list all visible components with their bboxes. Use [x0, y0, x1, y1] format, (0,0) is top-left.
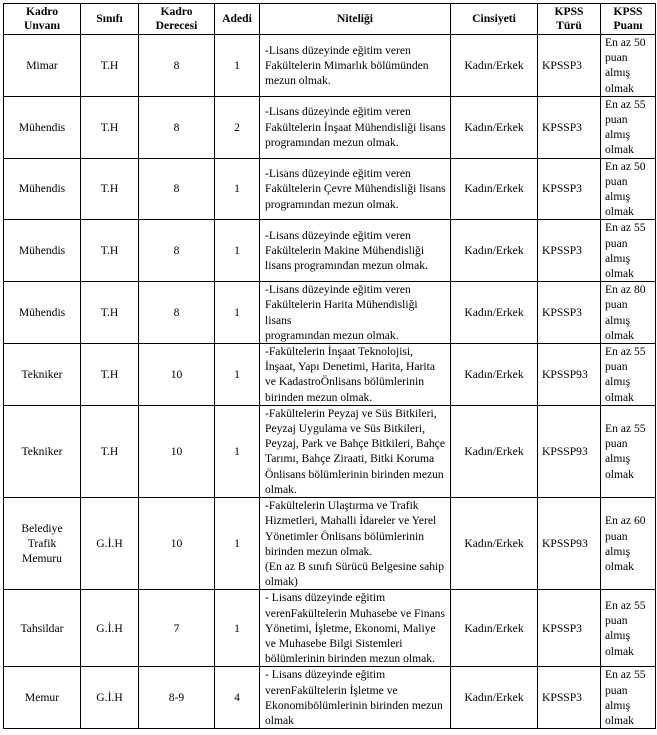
- cell-title: Mühendis: [4, 96, 81, 158]
- cell-grade: 10: [139, 405, 215, 497]
- cell-count: 1: [215, 220, 260, 282]
- cell-title: Mühendis: [4, 158, 81, 220]
- cell-kpss-score: En az 50 puan almış olmak: [601, 158, 656, 220]
- header-class: Sınıfı: [81, 4, 139, 35]
- header-qualification: Niteliği: [260, 4, 451, 35]
- cell-grade: 8: [139, 220, 215, 282]
- table-row: [4, 590, 656, 667]
- table-row: [4, 667, 656, 729]
- cell-kpss-type: KPSSP93: [538, 344, 601, 406]
- cell-title: Tahsildar: [4, 590, 81, 667]
- cell-class: G.İ.H: [81, 590, 139, 667]
- cell-grade: 7: [139, 590, 215, 667]
- cell-title: Mimar: [4, 35, 81, 97]
- cell-title: Mühendis: [4, 282, 81, 344]
- cell-kpss-type: KPSSP93: [538, 405, 601, 497]
- cell-grade: 8: [139, 96, 215, 158]
- cell-gender: Kadın/Erkek: [451, 220, 538, 282]
- table-row: [4, 405, 656, 497]
- cell-kpss-score: En az 55 puan almış olmak: [601, 220, 656, 282]
- cell-count: 1: [215, 344, 260, 406]
- cell-gender: Kadın/Erkek: [451, 344, 538, 406]
- cell-kpss-type: KPSSP3: [538, 96, 601, 158]
- cell-gender: Kadın/Erkek: [451, 405, 538, 497]
- cell-kpss-type: KPSSP3: [538, 220, 601, 282]
- cell-grade: 8: [139, 282, 215, 344]
- cell-qualification: -Lisans düzeyinde eğitim veren Fakültelerin Harita Mühendisliği lisans programından mezun olmak.: [260, 282, 451, 344]
- cell-kpss-type: KPSSP3: [538, 282, 601, 344]
- cell-grade: 8: [139, 158, 215, 220]
- cell-kpss-score: En az 55 puan almış olmak: [601, 96, 656, 158]
- cell-grade: 10: [139, 344, 215, 406]
- cell-kpss-type: KPSSP3: [538, 158, 601, 220]
- cell-gender: Kadın/Erkek: [451, 158, 538, 220]
- cell-count: 2: [215, 96, 260, 158]
- cell-class: T.H: [81, 158, 139, 220]
- cell-class: T.H: [81, 282, 139, 344]
- cell-gender: Kadın/Erkek: [451, 498, 538, 590]
- cell-kpss-score: En az 80 puan almış olmak: [601, 282, 656, 344]
- cell-kpss-type: KPSSP3: [538, 35, 601, 97]
- cell-qualification: -Fakültelerin İnşaat Teknolojisi, İnşaat, Yapı Denetimi, Harita, Harita ve KadastroÖnlisans bölümlerinin birinden mezun olmak.: [260, 344, 451, 406]
- table-body: [4, 35, 656, 729]
- cell-qualification: -Lisans düzeyinde eğitim veren Fakültelerin Çevre Mühendisliği lisans programından mezun olmak.: [260, 158, 451, 220]
- table-row: [4, 344, 656, 406]
- header-row: [4, 4, 656, 35]
- cell-count: 1: [215, 35, 260, 97]
- staff-positions-table: [3, 3, 656, 729]
- header-kpss-type: KPSS Türü: [538, 4, 601, 35]
- cell-qualification: -Fakültelerin Peyzaj ve Süs Bitkileri, Peyzaj Uygulama ve Süs Bitkileri, Peyzaj, Park ve Bahçe Bitkileri, Bahçe Tarımı, Bahçe Ziraati, Bitki Koruma Önlisans bölümlerinin birinden mezun olmak.: [260, 405, 451, 497]
- cell-title: Belediye Trafik Memuru: [4, 498, 81, 590]
- cell-count: 1: [215, 498, 260, 590]
- cell-gender: Kadın/Erkek: [451, 282, 538, 344]
- cell-title: Mühendis: [4, 220, 81, 282]
- cell-class: T.H: [81, 96, 139, 158]
- cell-count: 1: [215, 590, 260, 667]
- cell-title: Memur: [4, 667, 81, 729]
- cell-class: T.H: [81, 220, 139, 282]
- cell-qualification: - Lisans düzeyinde eğitim verenFakültelerin Muhasebe ve Finans Yönetimi, İşletme, Ekonomi, Maliye ve Muhasebe Bilgi Sistemleri bölümlerinin birinden mezun olmak.: [260, 590, 451, 667]
- cell-kpss-score: En az 55 puan almış olmak: [601, 405, 656, 497]
- cell-kpss-type: KPSSP3: [538, 590, 601, 667]
- table-row: [4, 96, 656, 158]
- cell-qualification: -Lisans düzeyinde eğitim veren Fakültelerin İnşaat Mühendisliği lisans programından mezun olmak.: [260, 96, 451, 158]
- table-row: [4, 220, 656, 282]
- cell-kpss-score: En az 55 puan almış olmak: [601, 590, 656, 667]
- header-grade: Kadro Derecesi: [139, 4, 215, 35]
- cell-class: T.H: [81, 35, 139, 97]
- cell-grade: 10: [139, 498, 215, 590]
- table-row: [4, 498, 656, 590]
- cell-qualification: -Lisans düzeyinde eğitim veren Fakültelerin Mimarlık bölümünden mezun olmak.: [260, 35, 451, 97]
- cell-qualification: -Fakültelerin Ulaştırma ve Trafik Hizmetleri, Mahalli İdareler ve Yerel Yönetimler Önlisans bölümlerinin birinden mezun olmak. (En az B sınıfı Sürücü Belgesine sahip olmak): [260, 498, 451, 590]
- cell-gender: Kadın/Erkek: [451, 667, 538, 729]
- cell-count: 1: [215, 158, 260, 220]
- cell-kpss-score: En az 50 puan almış olmak: [601, 35, 656, 97]
- cell-kpss-score: En az 55 puan almış olmak: [601, 667, 656, 729]
- table-row: [4, 35, 656, 97]
- cell-gender: Kadın/Erkek: [451, 96, 538, 158]
- header-count: Adedi: [215, 4, 260, 35]
- header-kpss-score: KPSS Puanı: [601, 4, 656, 35]
- cell-gender: Kadın/Erkek: [451, 35, 538, 97]
- cell-kpss-type: KPSSP93: [538, 498, 601, 590]
- cell-class: G.İ.H: [81, 498, 139, 590]
- header-title: Kadro Unvanı: [4, 4, 81, 35]
- cell-title: Tekniker: [4, 405, 81, 497]
- cell-class: G.İ.H: [81, 667, 139, 729]
- cell-qualification: -Lisans düzeyinde eğitim veren Fakültelerin Makine Mühendisliği lisans programından mezun olmak.: [260, 220, 451, 282]
- table-row: [4, 282, 656, 344]
- cell-qualification: - Lisans düzeyinde eğitim verenFakültelerin İşletme ve Ekonomibölümlerinin birinden mezun olmak: [260, 667, 451, 729]
- cell-count: 1: [215, 405, 260, 497]
- cell-kpss-score: En az 55 puan almış olmak: [601, 344, 656, 406]
- header-gender: Cinsiyeti: [451, 4, 538, 35]
- cell-grade: 8: [139, 35, 215, 97]
- table-row: [4, 158, 656, 220]
- cell-count: 4: [215, 667, 260, 729]
- cell-title: Tekniker: [4, 344, 81, 406]
- cell-class: T.H: [81, 344, 139, 406]
- cell-class: T.H: [81, 405, 139, 497]
- cell-kpss-type: KPSSP3: [538, 667, 601, 729]
- cell-count: 1: [215, 282, 260, 344]
- cell-kpss-score: En az 60 puan almış olmak: [601, 498, 656, 590]
- cell-grade: 8-9: [139, 667, 215, 729]
- cell-gender: Kadın/Erkek: [451, 590, 538, 667]
